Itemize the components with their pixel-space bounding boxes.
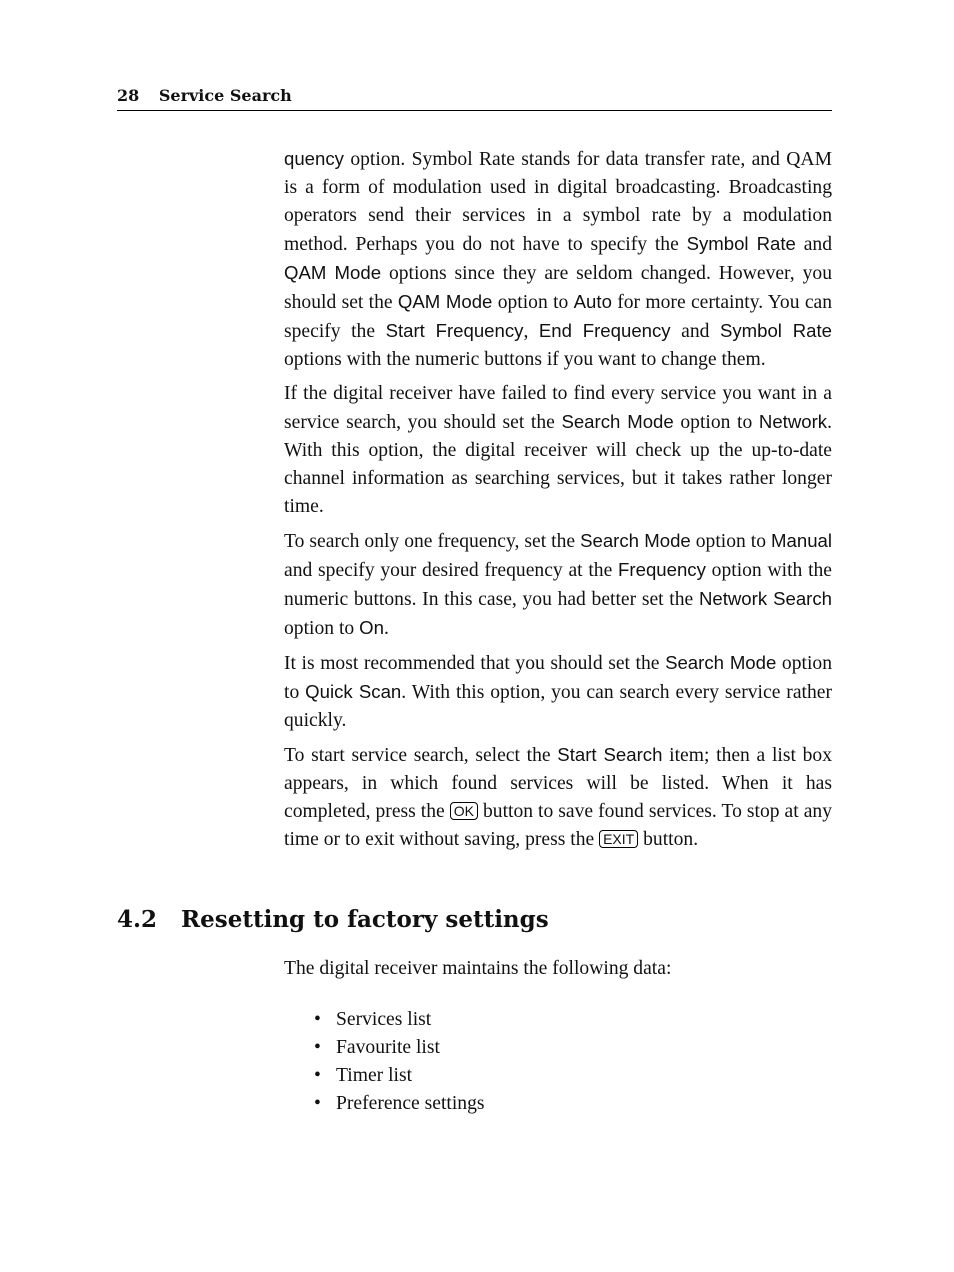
text-run: button to save found services. To stop at any time or to exit without saving, press the: [284, 801, 832, 850]
text-run: options with the numeric buttons if you want to change them.: [284, 349, 766, 370]
text-run: ,: [523, 321, 539, 342]
ui-term: Symbol Rate: [719, 320, 832, 341]
ui-term: Network Search: [698, 588, 833, 609]
section-title: Resetting to factory settings: [181, 906, 549, 933]
ui-term: quency: [284, 148, 344, 169]
paragraph: [284, 527, 832, 643]
list-item: • Services list: [312, 1006, 485, 1034]
exit-key-glyph: EXIT: [599, 830, 638, 848]
list-item: • Preference settings: [312, 1090, 485, 1118]
text-run: . With this option, you can search every service rather quickly.: [284, 682, 832, 731]
section-number: 4.2: [117, 906, 158, 933]
text-run: option to: [690, 531, 772, 552]
text-run: option to: [492, 292, 574, 313]
text-run: option to: [673, 412, 759, 433]
paragraph: [284, 741, 832, 854]
text-run: options since they are seldom changed. However, you should set the: [284, 263, 832, 313]
text-run: option to: [284, 618, 360, 639]
ui-term: Start Search: [557, 744, 663, 765]
section-intro: The digital receiver maintains the following data:: [284, 958, 672, 979]
running-header: [117, 86, 832, 111]
ui-term: Symbol Rate: [686, 233, 796, 254]
text-run: option with the numeric buttons. In this case, you had better set the: [284, 560, 833, 610]
text-run: . With this option, the digital receiver will check up the up-to-date channel information as searching services, but it takes rather longer time.: [284, 412, 833, 517]
data-list: [312, 1006, 485, 1118]
ui-term: Quick Scan: [305, 681, 402, 702]
text-run: It is most recommended that you should set the: [284, 653, 666, 674]
text-run: and: [670, 321, 720, 342]
body-text: [284, 145, 832, 860]
ui-term: Search Mode: [665, 652, 777, 673]
text-run: for more certainty. You can specify the: [284, 292, 833, 342]
chapter-title: Service Search: [158, 86, 292, 105]
section-heading: [117, 906, 832, 933]
ui-term: Frequency: [618, 559, 706, 580]
paragraph: [284, 380, 832, 521]
ui-term: End Frequency: [538, 320, 671, 341]
text-run: To start service search, select the: [284, 745, 558, 766]
text-run: option to: [284, 653, 832, 703]
ui-term: QAM Mode: [397, 291, 493, 312]
text-run: and: [795, 234, 832, 255]
paragraph: [284, 145, 832, 374]
text-run: To search only one frequency, set the: [284, 531, 581, 552]
text-run: .: [383, 618, 389, 639]
text-run: and specify your desired frequency at the: [284, 560, 619, 581]
ui-term: Manual: [771, 530, 833, 551]
ui-term: Start Frequency: [385, 320, 524, 341]
list-item: • Timer list: [312, 1062, 485, 1090]
ui-term: On: [359, 617, 384, 638]
text-run: If the digital receiver have failed to find every service you want in a service search, you should set the: [284, 383, 832, 433]
page-number: 28: [117, 86, 140, 105]
ui-term: Search Mode: [561, 411, 674, 432]
ui-term: Search Mode: [580, 530, 691, 551]
ui-term: QAM Mode: [284, 262, 382, 283]
ui-term: Auto: [573, 291, 612, 312]
text-run: button.: [638, 829, 699, 850]
ok-key-glyph: OK: [450, 802, 478, 820]
paragraph: [284, 649, 832, 735]
ui-term: Network: [758, 411, 828, 432]
list-item: • Favourite list: [312, 1034, 485, 1062]
text-run: item; then a list box appears, in which found services will be listed. When it has completed, press the: [284, 745, 832, 822]
text-run: option. Symbol Rate stands for data transfer rate, and QAM is a form of modulation used in digital broadcasting. Broadcasting operators send their services in a symbol rate by a modulation method. Perhaps you do not have to specify the: [284, 149, 832, 255]
